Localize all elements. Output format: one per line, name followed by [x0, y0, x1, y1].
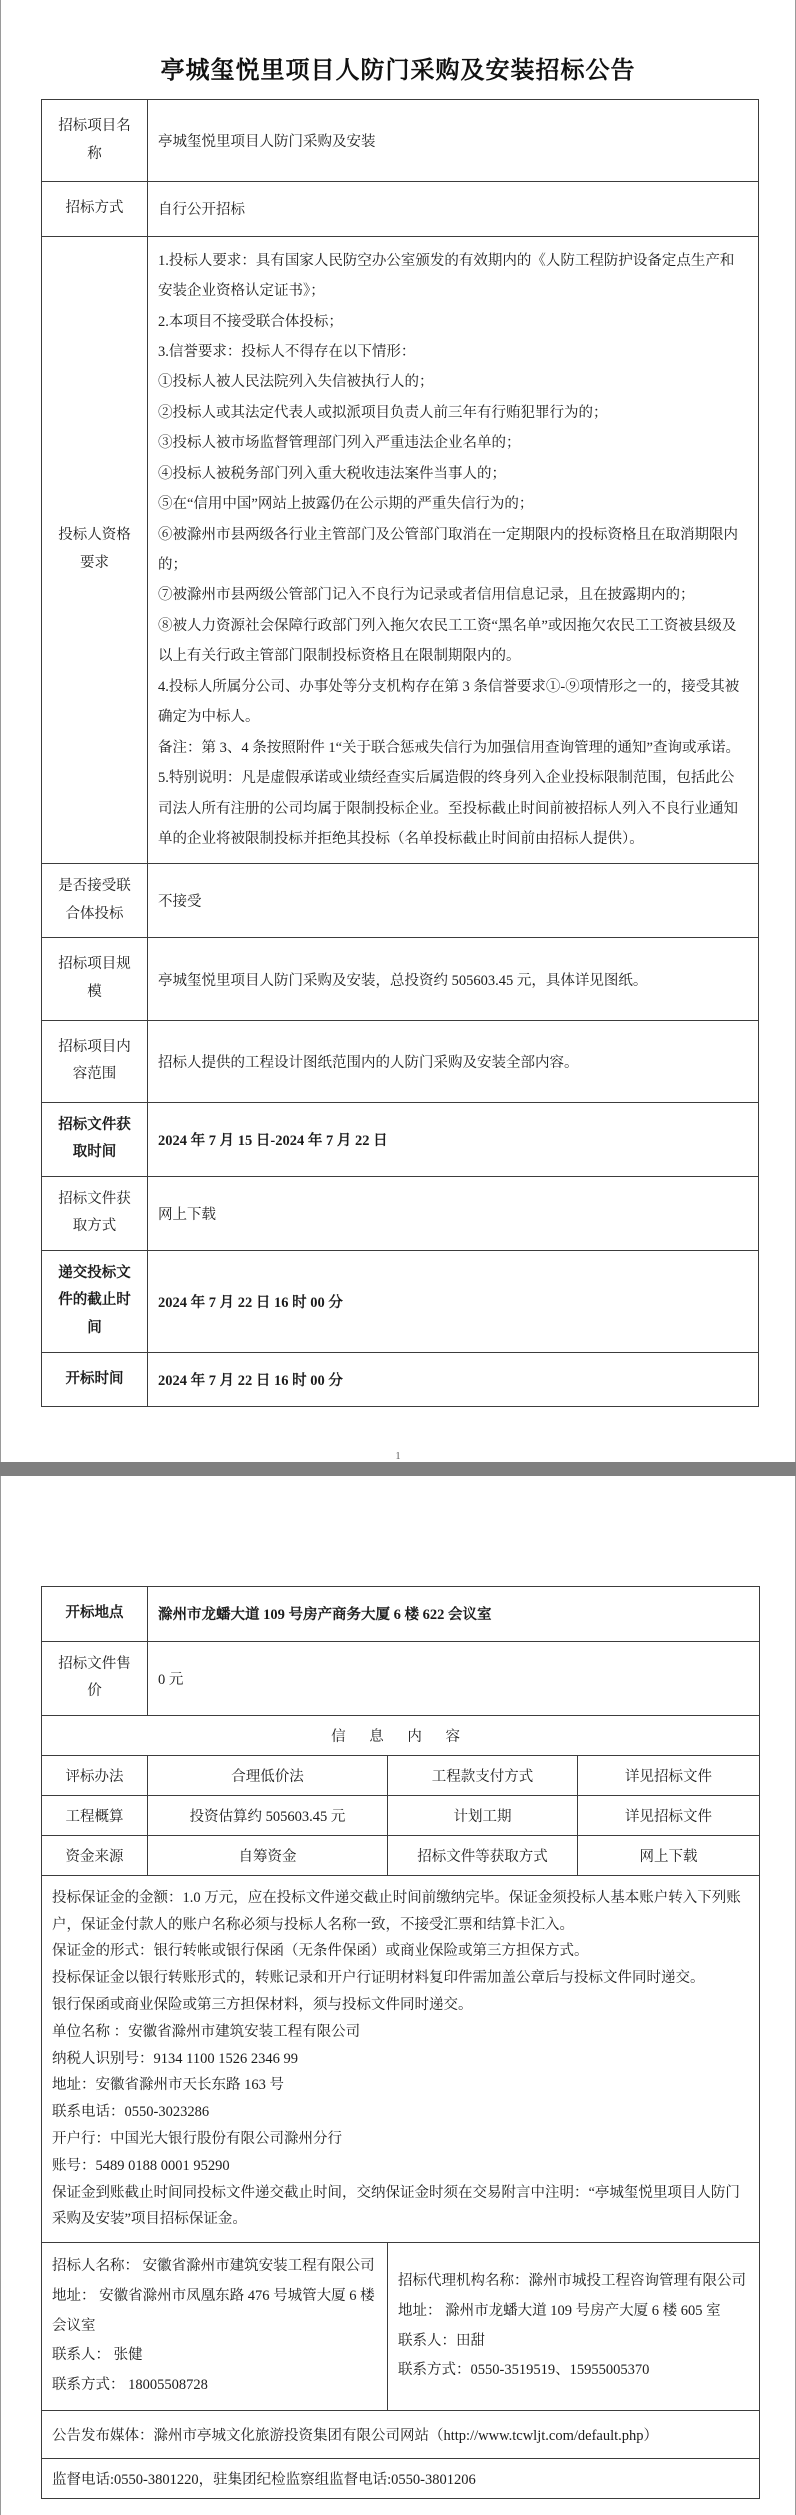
contact-line: 招标人名称： 安徽省滁州市建筑安装工程有限公司	[52, 2258, 375, 2275]
row-value: 0 元	[148, 1641, 760, 1715]
supervision-row	[42, 2458, 760, 2498]
qualification-paragraph: 3.信誉要求：投标人不得存在以下情形：	[158, 343, 416, 360]
qualification-paragraph: 1.投标人要求：具有国家人民防空办公室颁发的有效期内的《人防工程防护设备定点生产和安装企业资格认定证书》；	[158, 252, 735, 300]
media-text: 公告发布媒体：滁州市亭城文化旅游投资集团有限公司网站（http://www.tcwljt.com/default.php）	[42, 2410, 760, 2458]
table-row	[42, 1176, 759, 1250]
row-value: 网上下载	[148, 1176, 759, 1250]
deposit-paragraph: 地址：安徽省滁州市天长东路 163 号	[52, 2077, 284, 2094]
row-value: 详见招标文件	[578, 1795, 760, 1835]
table-row	[42, 864, 759, 938]
qualification-paragraph: ⑥被滁州市县两级各行业主管部门及公管部门取消在一定期限内的投标资格且在取消期限内的；	[158, 526, 738, 574]
row-label: 招标文件获取时间	[42, 1102, 148, 1176]
row-label: 是否接受联合体投标	[42, 864, 148, 938]
row-label: 工程款支付方式	[388, 1755, 578, 1795]
row-value: 合理低价法	[148, 1755, 388, 1795]
row-label: 资金来源	[42, 1835, 148, 1875]
tender-info-table	[41, 99, 759, 1407]
deposit-paragraph: 保证金的形式：银行转帐或银行保函（无条件保函）或商业保险或第三方担保方式。	[52, 1943, 589, 1960]
table-row	[42, 1835, 760, 1875]
media-row	[42, 2410, 760, 2458]
table-row	[42, 1755, 760, 1795]
row-label: 计划工期	[388, 1795, 578, 1835]
deposit-paragraph: 单位名称 ：安徽省滁州市建筑安装工程有限公司	[52, 2023, 361, 2040]
row-label: 招标文件售价	[42, 1641, 148, 1715]
bidder-info-cell	[42, 2243, 388, 2411]
row-value: 投资估算约 505603.45 元	[148, 1795, 388, 1835]
info-header-row	[42, 1715, 760, 1755]
row-label: 招标项目名称	[42, 100, 148, 182]
qualification-paragraph: ⑤在“信用中国”网站上披露仍在公示期的严重失信行为的；	[158, 496, 534, 513]
table-row	[42, 1020, 759, 1102]
qualification-paragraph: ⑧被人力资源社会保障行政部门列入拖欠农民工工资“黑名单”或因拖欠农民工工资被县级及以上有关行政主管部门限制投标资格且在限制期限内的。	[158, 617, 737, 665]
qualification-paragraph: ①投标人被人民法院列入失信被执行人的；	[158, 374, 434, 391]
row-value: 亭城玺悦里项目人防门采购及安装	[148, 100, 759, 182]
announcement-title: 亭城玺悦里项目人防门采购及安装招标公告	[160, 58, 636, 84]
agency-info-cell	[388, 2243, 760, 2411]
table-row	[42, 100, 759, 182]
contact-line: 招标代理机构名称：滁州市城投工程咨询管理有限公司	[398, 2273, 746, 2290]
table-row	[42, 1102, 759, 1176]
row-label: 招标方式	[42, 182, 148, 237]
row-value: 不接受	[148, 864, 759, 938]
row-value: 网上下载	[578, 1835, 760, 1875]
table-row	[42, 182, 759, 237]
row-value: 滁州市龙蟠大道 109 号房产商务大厦 6 楼 622 会议室	[148, 1587, 760, 1642]
contact-line: 联系方式： 18005508728	[52, 2377, 208, 2394]
contact-line: 联系人：田甜	[398, 2332, 485, 2349]
table-row	[42, 938, 759, 1020]
table-row	[42, 1641, 760, 1715]
document-page-2	[0, 1476, 796, 2515]
deposit-paragraph: 保证金到账截止时间同投标文件递交截止时间，交纳保证金时须在交易附言中注明：“亭城玺悦里项目人防门采购及安装”项目招标保证金。	[52, 2184, 740, 2228]
contact-line: 联系方式：0550-3519519、15955005370	[398, 2362, 650, 2379]
row-value: 亭城玺悦里项目人防门采购及安装，总投资约 505603.45 元，具体详见图纸。	[148, 938, 759, 1020]
qualification-paragraph: ⑦被滁州市县两级公管部门记入不良行为记录或者信用信息记录，且在披露期内的；	[158, 587, 695, 604]
deposit-paragraph: 投标保证金的金额：1.0 万元，应在投标文件递交截止时间前缴纳完毕。保证金须投标人基本账户转入下列账户，保证金付款人的账户名称必须与投标人名称一致，不接受汇票和结算卡汇入。	[52, 1889, 741, 1933]
row-label: 投标人资格要求	[42, 236, 148, 864]
row-value: 自筹资金	[148, 1835, 388, 1875]
contact-line: 联系人： 张健	[52, 2347, 143, 2364]
row-label: 招标文件获取方式	[42, 1176, 148, 1250]
row-label: 评标办法	[42, 1755, 148, 1795]
contacts-row	[42, 2243, 760, 2411]
row-label: 递交投标文件的截止时间	[42, 1250, 148, 1352]
table-row	[42, 1250, 759, 1352]
row-label: 招标文件等获取方式	[388, 1835, 578, 1875]
deposit-paragraph: 开户行：中国光大银行股份有限公司滁州分行	[52, 2131, 342, 2147]
table-row	[42, 1352, 759, 1407]
qualification-row	[42, 236, 759, 864]
page-separator	[0, 1462, 796, 1476]
deposit-paragraph: 银行保函或商业保险或第三方担保材料，须与投标文件同时递交。	[52, 1996, 473, 2013]
deposit-paragraph: 纳税人识别号：9134 1100 1526 2346 99	[52, 2050, 298, 2067]
qualification-paragraph: 2.本项目不接受联合体投标；	[158, 313, 343, 330]
qualification-content	[148, 236, 759, 864]
row-value: 自行公开招标	[148, 182, 759, 237]
contact-line: 地址： 滁州市龙蟠大道 109 号房产大厦 6 楼 605 室	[398, 2302, 721, 2319]
row-label: 开标时间	[42, 1352, 148, 1407]
qualification-paragraph: 5.特别说明：凡是虚假承诺或业绩经查实后属造假的终身列入企业投标限制范围，包括此公司法人所有注册的公司均属于限制投标企业。至投标截止时间前被招标人列入不良行业通知单的企业将被限制投标并拒绝其投标（名单投标截止时间前由招标人提供）。	[158, 770, 738, 847]
deposit-row	[42, 1875, 760, 2243]
table-row	[42, 1795, 760, 1835]
row-value: 2024 年 7 月 22 日 16 时 00 分	[148, 1250, 759, 1352]
row-value: 2024 年 7 月 15 日-2024 年 7 月 22 日	[148, 1102, 759, 1176]
supervision-text: 监督电话:0550-3801220，驻集团纪检监察组监督电话:0550-3801206	[42, 2458, 760, 2498]
deposit-paragraph: 账号：5489 0188 0001 95290	[52, 2157, 230, 2174]
row-label: 工程概算	[42, 1795, 148, 1835]
qualification-paragraph: 备注：第 3、4 条按照附件 1“关于联合惩戒失信行为加强信用查询管理的通知”查询或承诺。	[158, 739, 740, 756]
info-content-header: 信 息 内 容	[42, 1715, 760, 1755]
deposit-content	[42, 1875, 760, 2243]
row-value: 2024 年 7 月 22 日 16 时 00 分	[148, 1352, 759, 1407]
row-value: 招标人提供的工程设计图纸范围内的人防门采购及安装全部内容。	[148, 1020, 759, 1102]
table-row	[42, 1587, 760, 1642]
qualification-paragraph: ③投标人被市场监督管理部门列入严重违法企业名单的；	[158, 435, 521, 452]
page-number: 1	[395, 1451, 401, 1463]
contact-line: 地址： 安徽省滁州市凤凰东路 476 号城管大厦 6 楼会议室	[52, 2287, 375, 2334]
deposit-paragraph: 投标保证金以银行转账形式的，转账记录和开户行证明材料复印件需加盖公章后与投标文件同时递交。	[52, 1970, 705, 1987]
qualification-paragraph: ④投标人被税务部门列入重大税收违法案件当事人的；	[158, 465, 506, 482]
qualification-paragraph: ②投标人或其法定代表人或拟派项目负责人前三年有行贿犯罪行为的；	[158, 404, 608, 421]
qualification-paragraph: 4.投标人所属分公司、办事处等分支机构存在第 3 条信誉要求①-⑨项情形之一的，接受其被确定为中标人。	[158, 678, 740, 726]
row-label: 开标地点	[42, 1587, 148, 1642]
row-label: 招标项目内容范围	[42, 1020, 148, 1102]
deposit-paragraph: 联系电话：0550-3023286	[52, 2104, 210, 2121]
tender-info-table-2	[41, 1586, 760, 2499]
row-label: 招标项目规模	[42, 938, 148, 1020]
row-value: 详见招标文件	[578, 1755, 760, 1795]
